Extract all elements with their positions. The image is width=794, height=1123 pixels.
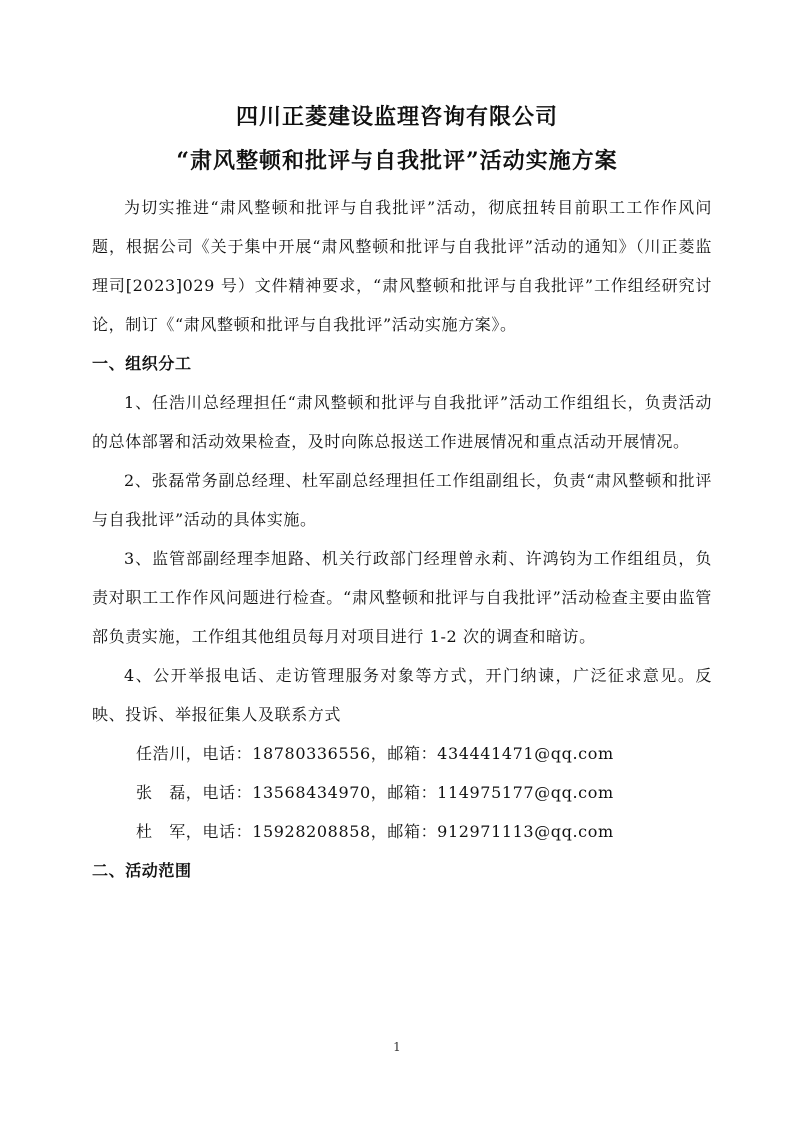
list-item: 1、任浩川总经理担任“肃风整顿和批评与自我批评”活动工作组组长，负责活动的总体部署和活动效果检查，及时向陈总报送工作进展情况和重点活动开展情况。	[92, 393, 712, 451]
list-item: 2、张磊常务副总经理、杜军副总经理担任工作组副组长，负责“肃风整顿和批评与自我批评”活动的具体实施。	[92, 471, 712, 529]
contact-detail: 电话：15928208858，邮箱：912971113@qq.com	[202, 822, 614, 841]
list-item: 3、监管部副经理李旭路、机关行政部门经理曾永莉、许鸿钧为工作组组员，负责对职工工作作风问题进行检查。“肃风整顿和批评与自我批评”活动检查主要由监管部负责实施，工作组其他组员每月对项目进行 1-2 次的调查和暗访。	[92, 549, 712, 646]
contact-name: 任浩川，	[136, 744, 203, 763]
contact-row	[92, 773, 712, 812]
document-body	[92, 188, 712, 890]
list-item: 4、公开举报电话、走访管理服务对象等方式，开门纳谏，广泛征求意见。反映、投诉、举报征集人及联系方式	[92, 666, 712, 724]
document-title-plan: “肃风整顿和批评与自我批评”活动实施方案	[176, 148, 618, 174]
contact-detail: 电话：13568434970，邮箱：114975177@qq.com	[202, 783, 614, 802]
document-title-company: 四川正菱建设监理咨询有限公司	[235, 104, 558, 130]
contact-row	[92, 812, 712, 851]
contact-detail: 电话：18780336556，邮箱：434441471@qq.com	[202, 744, 614, 763]
contact-name: 张 磊，	[136, 783, 203, 802]
intro-paragraph: 为切实推进“肃风整顿和批评与自我批评”活动，彻底扭转目前职工工作作风问题，根据公司《关于集中开展“肃风整顿和批评与自我批评”活动的通知》（川正菱监理司[2023]029 号）文件精神要求，“肃风整顿和批评与自我批评”工作组经研究讨论，制订《“肃风整顿和批评与自我批评”活动实施方案》。	[92, 198, 712, 334]
section-heading-organization: 一、组织分工	[92, 354, 192, 373]
contact-name: 杜 军，	[136, 822, 203, 841]
contact-row	[92, 734, 712, 773]
section-heading-scope: 二、活动范围	[92, 861, 192, 880]
page-number: 1	[393, 1040, 401, 1054]
